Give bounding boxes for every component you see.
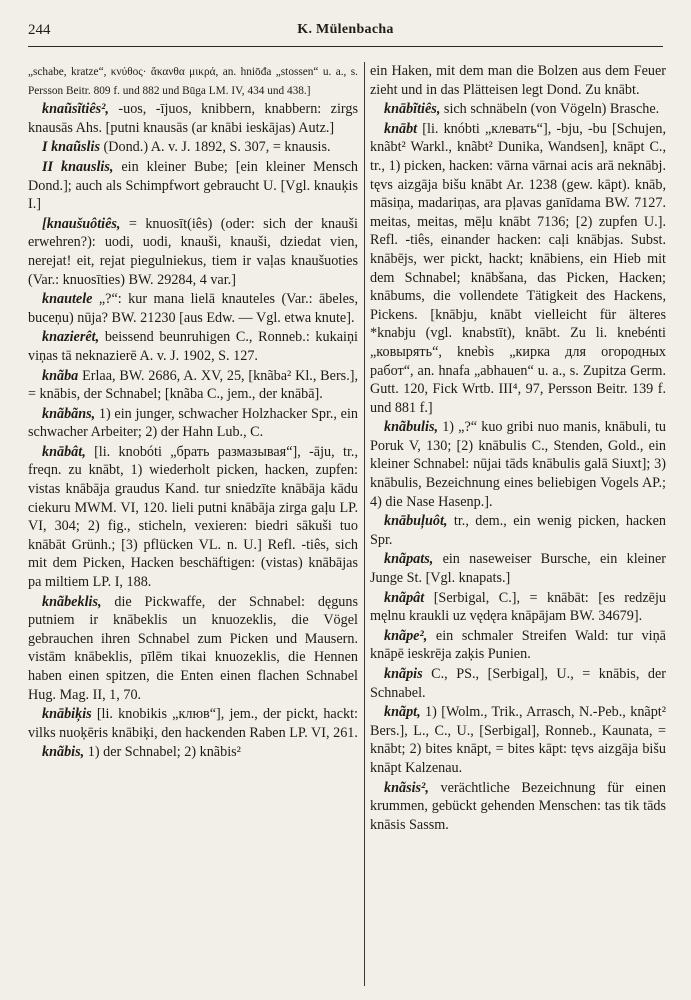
column-divider [364,62,365,986]
entry-text: (Dond.) A. v. J. 1892, S. 307, = knausis. [103,139,331,156]
dictionary-entry [370,62,666,99]
entry-headword: knãbeklis, [42,593,115,610]
dictionary-entry [28,328,358,365]
page-header [28,22,663,47]
entry-text: 1) ein junger, schwacher Holzhacker Spr., ein schwacher Arbeiter; 2) der Hahn Lub., C. [28,405,358,441]
dictionary-entry [28,405,358,442]
entry-text: [li. knóbti „клевать“], -bju, -bu [Schujen, knãbt² Warkl., knãbt² Dunika, Wandsen], knāpt C., tr., 1) picken, hacken: vārna vārnai acis arā neknābj. tęvs aizgāja bišu knābt Ar. 1238 (gew. kāpt). knāb, māsiņa, madariņas, ara pļavas ganīdama BW. 7127. meitas, meitas, mēļu knābt 7136; [2) zupfen U.]. Refl. -tiês, einander hacken: caļi knābjas. Subst. knābējs, wer pickt, hackt; knābiens, ein Hieb mit dem Schnabel; knābšana, das Picken, Hacken; knābums, die vollendete Tätigkeit des Hackens, Pickens. [knābju, knābt vielleicht für älteres *knabju (vgl. knabstīt), knābt. Zu li. knebénti „ковырять“, knebìs „кирка для огородных работ“, an. hnafa „abhauen“ u. a., s. Zupitza Germ. Gutt. 120, Fick Wrtb. III⁴, 97, Persson Beitr. 139 f. und 881 f.] [370,120,666,416]
entry-headword: knaũsĩtiês², [42,101,119,118]
entry-headword: knãbulis, [384,419,443,436]
entry-text: beissend beunruhigen C., Ronneb.: kukaiņi viņas tā neknazierē A. v. J. 1902, S. 127. [28,329,358,364]
entry-text: „schabe, kratze“, κνύθος· ἄκανθα μικρά, an. hniōđa „stossen“ u. a., s. Persson Beitr. 809 f. und 882 und Būga LM. IV, 434 und 438.] [28,66,358,97]
entry-text: [li. knobikis „клюв“], jem., der pickt, hackt: vilks nuoķēris knābiķi, den hackenden Raben LP. VI, 261. [28,706,358,741]
dictionary-entry [370,703,666,777]
entry-headword: knazierêt, [42,329,105,346]
dictionary-entry [28,593,358,705]
left-column [28,62,358,992]
entry-headword: knābt [384,120,423,137]
dictionary-entry [370,589,666,626]
dictionary-entry [28,158,358,214]
dictionary-entry [370,418,666,511]
page-number: 244 [28,22,51,38]
dictionary-entry [370,779,666,835]
dictionary-entry [370,627,666,664]
dictionary-entry [370,550,666,587]
entry-headword: knãba [42,367,83,384]
entry-text: tr., dem., ein wenig picken, hacken Spr. [370,513,666,548]
dictionary-entry [28,138,358,157]
entry-headword: knābĩtiês, [384,101,444,118]
entry-text: ein naseweiser Bursche, ein kleiner Junge St. [Vgl. knapats.] [370,551,666,587]
entry-text: ein kleiner Bube; [ein kleiner Mensch Dond.]; auch als Schimpfwort gebraucht U. [Vgl. knauķis I.] [28,158,358,213]
entry-text: 1) der Schnabel; 2) knãbis² [87,744,241,761]
entry-text: 1) „?“ kuo gribi nuo manis, knābuli, tu Poruk V, 130; [2) knābulis C., Stenden, Gold., ein kleiner Schnabel: nūjai tāds knābulis galā Siuxt]; 3) knābulis, Bezeichnung eines beliebigen Vogels AP.; 4) die Nase Hasenp.]. [370,419,666,510]
dictionary-entry [28,743,358,762]
entry-text: „?“: kur mana lielā knauteles (Var.: ābeles, buceņu) nūja? BW. 21230 [aus Edw. — Vgl. etwa knute]. [28,291,358,326]
entry-headword: II knauslis, [42,158,122,175]
entry-text: [li. knobóti „брать размазывая“], -āju, tr., freqn. zu knābt, 1) wiederholt picken, hacken, zupfen: vistas knābāja graudus Kand. tur sniedzīte knābāja kādu ciekuru MWM. VI, 120. lieli putni knābāja zirga gaļu LP. VI, 304; 2) fig., sticheln, vexieren: biedri sākuši tuo knābāt Grünh.; [3) pflücken VL. n. U.] Refl. -tiês, sich mit dem Picken, Hacken beschäftigen: (vistas) knābājas pa miltiem LP. I, 188. [28,443,358,591]
dictionary-entry [28,705,358,742]
dictionary-entry [370,120,666,418]
entry-text: [Serbigal, C.], = knābāt: [es redzēju męlnu kraukli uz vędęra knāpājam BW. 34679]. [370,589,666,625]
running-head: K. Mülenbacha [297,22,394,37]
dictionary-entry [370,512,666,549]
entry-headword: knãpis [384,666,432,682]
dictionary-entry [28,290,358,327]
entry-text: die Pickwaffe, der Schnabel: dęguns putniem ir knābeklis un knuozeklis, die Vögel gebrauchen ihren Schnabel zum Picken und Mausern. vistām knābeklis, pīlēm tikai knuozeklis, die Hennen haben einen spitzen, die Enten einen flachen Schnabel Hug. Mag. II, 1, 70. [28,593,358,703]
entry-text: ein Haken, mit dem man die Bolzen aus dem Feuer zieht und in das Plätteisen legt Dond. Zu knābt. [370,63,666,98]
entry-headword: knãpt, [384,704,426,721]
entry-text: C., PS., [Serbigal], U., = knābis, der Schnabel. [370,666,666,701]
entry-headword: knãpât [384,589,434,606]
dictionary-entry [370,100,666,119]
entry-headword: knābuļuôt, [384,513,454,530]
entry-headword: I knaũslis [42,139,104,156]
entry-text: sich schnäbeln (von Vögeln) Brasche. [443,101,660,118]
entry-headword: [knaušuôtiês, [42,215,129,232]
dictionary-entry [28,367,358,404]
dictionary-entry [28,100,358,137]
entry-headword: knautele [42,291,99,308]
entry-headword: knābât, [42,443,95,460]
right-column [370,62,666,992]
entry-text: verächtliche Bezeichnung für einen krummen, gebückt gehenden Menschen: tas tik tāds knāsis Sassm. [370,779,666,833]
entry-text: ein schmaler Streifen Wald: tur viņā knāpē ieskrēja zaķis Punien. [370,627,666,663]
entry-headword: knãsis², [384,779,441,796]
entry-headword: knābiķis [42,706,97,723]
entry-headword: knãbis, [42,744,88,761]
entry-headword: knãpe², [384,627,436,644]
entry-text: Erlaa, BW. 2686, A. XV, 25, [knãba² Kl., Bers.], = knābis, der Schnabel; [knãba C., jem., der knābā]. [28,367,358,403]
dictionary-entry [28,443,358,592]
entry-text: = knuosīt(iês) (oder: sich der knauši erwehren?): uodi, uodi, knauši, knauši, dziedat vien, nerejat! eit, rejat piegulniekus, tiem ir vaļas knaušuoties (Var.: knuosīties) BW. 29284, 4 var.] [28,215,358,288]
entry-text: -uos, -ījuos, knibbern, knabbern: zirgs knausās Ahs. [putni knausās (ar knābi ieskājas) Autz.] [28,101,358,136]
dictionary-entry [370,665,666,702]
dictionary-entry [28,215,358,289]
entry-headword: knãpats, [384,551,443,568]
entry-headword: knãbãns, [42,405,99,422]
dictionary-entry [28,62,358,99]
entry-text: 1) [Wolm., Trik., Arrasch, N.-Peb., knãpt² Bers.], L., C., U., [Serbigal], Ronneb., Kaunata, = knābt; 2) bites knāpt, = bites kāpt: tęvs aizgāja bišu knāpt Kalzenau. [370,704,666,776]
